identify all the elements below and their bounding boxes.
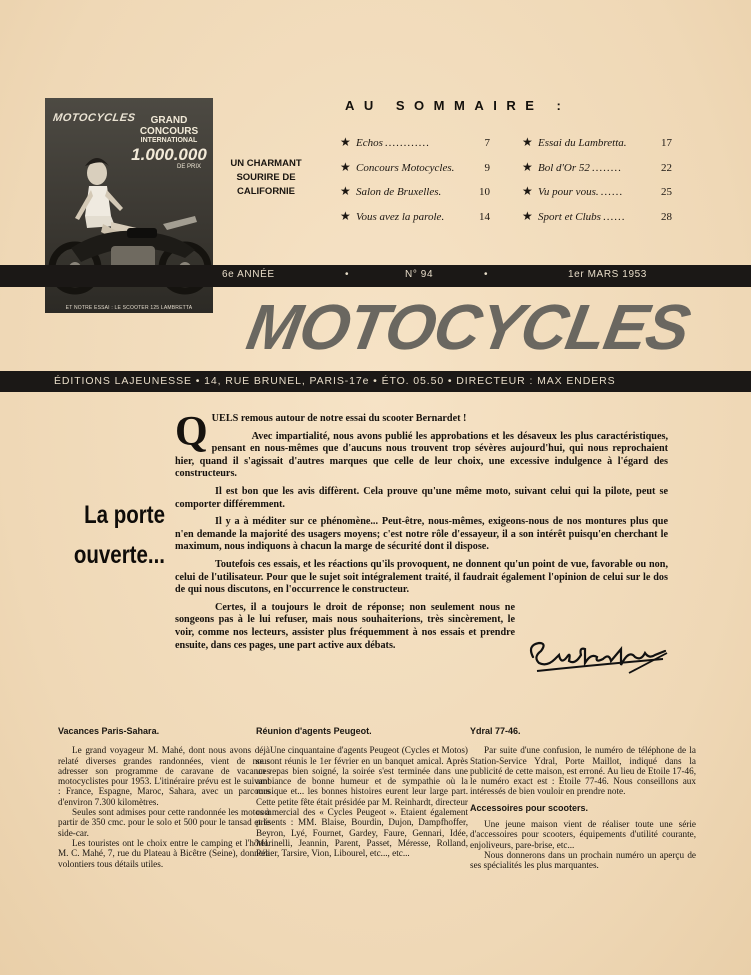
news-paragraph: Une cinquantaine d'agents Peugeot (Cycles et Motos) se sont réunis le 1er février en un banquet amical. Après un repas bien soigné, la soirée s'est terminée dans une ambiance de bonne humeur et de sympathie où la musique et... les bonnes histoires eurent leur large part. Cette petite fête était présidée par M. Reinhardt, directeur commercial des « Cycles Peugeot ». Etaient également présents : MM. Blaise, Bourdin, Dujon, Dampfhoffer, Beyron, Lyé, Fournet, Gardey, Faure, Gennari, Idée, Marinelli, Jeannin, Parent, Passet, Méresse, Rolland, Pélier, Tarsire, Vion, Libourel, etc..., etc... — [256, 745, 468, 859]
sommaire-item-label: Echos — [356, 137, 383, 149]
news-title: Ydral 77-46. — [470, 726, 521, 736]
news-paragraph: Seules sont admises pour cette randonnée les motos à partir de 350 cmc. pour le solo et 500 pour le tansad et le side-car. — [58, 807, 270, 838]
sommaire-item[interactable] — [340, 209, 490, 234]
bullet-icon: • — [484, 269, 489, 280]
star-icon: ★ — [522, 159, 533, 174]
editorial-body — [175, 409, 668, 657]
news-paragraph: Les touristes ont le choix entre le camping et l'hôtel. M. C. Mahé, 7, rue du Plateau à Bicêtre (Seine), donnera volontiers tous détails utiles. — [58, 837, 270, 869]
cover-contest-banner — [131, 116, 207, 170]
cover-caption: UN CHARMANT SOURIRE DE CALIFORNIE — [230, 158, 302, 197]
news-paragraph: Une jeune maison vient de réaliser toute une série d'accessoires pour scooters, équipements d'utilité courante, enjoliveurs, pare-brise, etc... — [470, 819, 696, 850]
sommaire-item-label: Sport et Clubs — [538, 210, 601, 223]
sommaire-item[interactable] — [522, 209, 672, 234]
sommaire-item-label: Bol d'Or 52 — [538, 161, 590, 174]
sommaire-item-label: Vous avez la parole. — [356, 210, 445, 223]
bullet-icon: • — [345, 269, 350, 280]
sommaire-item-page: 17 — [661, 137, 672, 149]
sommaire-item[interactable] — [522, 135, 672, 160]
star-icon: ★ — [522, 184, 533, 198]
issue-date: 1er MARS 1953 — [568, 269, 647, 280]
sommaire-item-page: 22 — [661, 161, 672, 174]
sommaire-title: AU SOMMAIRE : — [345, 98, 571, 113]
masthead-logo: MOTOCYCLES — [241, 291, 695, 363]
headline-line: ouverte... — [73, 541, 165, 569]
cover-contest-grand: GRAND — [150, 115, 188, 126]
sommaire-item-dots: ...... — [602, 210, 626, 223]
sommaire-item[interactable] — [522, 184, 672, 209]
news-column-2 — [256, 726, 468, 859]
news-paragraph: Nous donnerons dans un prochain numéro un aperçu de ses spécialités les plus marquantes. — [470, 849, 696, 871]
sommaire-item-page: 25 — [661, 186, 672, 198]
drop-cap: Q — [175, 409, 208, 455]
sommaire-item-page: 7 — [484, 137, 490, 149]
sommaire-item-dots: ........ — [591, 161, 622, 174]
signature-image — [525, 635, 670, 685]
editorial-lead: UELS remous autour de notre essai du scooter Bernardet ! — [211, 413, 467, 424]
issue-bar — [0, 265, 751, 287]
star-icon: ★ — [340, 184, 351, 198]
star-icon: ★ — [522, 135, 533, 149]
star-icon: ★ — [340, 208, 351, 223]
publisher-info: ÉDITIONS LAJEUNESSE • 14, RUE BRUNEL, PARIS-17e • ÉTO. 05.50 • DIRECTEUR : MAX ENDERS — [54, 375, 616, 387]
sommaire-item-label: Concours Motocycles. — [356, 161, 455, 174]
editorial-paragraph: Avec impartialité, nous avons publié les approbations et les désaveux les plus caractéristiques, pensant en nous-mêmes que d'aucuns nous trouvent trop sévères aujourd'hui, qui nous reprochaient hier, quand il s'agissait d'autres marques que celle de leur choix, une excessive indulgence à l'égard des constructeurs. — [175, 430, 668, 480]
news-title: Réunion d'agents Peugeot. — [256, 726, 372, 736]
news-paragraph: Par suite d'une confusion, le numéro de téléphone de la Station-Service Ydral, Porte Maillot, indiqué dans la publicité de cette maison, est erroné. Au lieu de Etoile 17-46, le numéro exact est : Etoile 77-46. Nous conseillons aux intéressés de bien vouloir en prendre note. — [470, 745, 696, 797]
headline-line: La porte — [84, 501, 165, 529]
editorial-paragraph: Il y a à méditer sur ce phénomène... Peut-être, nous-mêmes, exigeons-nous de nos montures plus que n'en demande la majorité des usagers moyens; c'est notre rôle d'essayeur, il a son intérêt puisqu'en cherchant le maximum, nous indiquons à chacun la marge de sécurité dont il dispose. — [175, 516, 668, 553]
cover-brand: MOTOCYCLES — [52, 112, 137, 124]
star-icon: ★ — [340, 159, 351, 174]
news-paragraph: Le grand voyageur M. Mahé, dont nous avons déjà relaté diverses grandes randonnées, vient de nous adresser son programme de caravane de vacances motocyclistes pour 1953. L'itinéraire prévu est le suivant : France, Espagne, Maroc, Sahara, avec un parcours d'environ 7.300 kilomètres. — [58, 745, 270, 807]
editorial-paragraph: Certes, il a toujours le droit de réponse; non seulement nous ne songeons pas à le lui refuser, mais nous souhaiterions, très sincèrement, le voir, comme nos lecteurs, assister plus fréquemment à nos essais et prendre ensuite, dans ces pages, une part active aux débats. — [175, 601, 515, 651]
sommaire-item-page: 28 — [661, 210, 672, 223]
publisher-bar — [0, 371, 751, 392]
sommaire-list-right — [522, 135, 672, 233]
cover-contest-international: INTERNATIONAL — [140, 137, 198, 144]
sommaire-item-label: Vu pour vous. — [538, 186, 599, 198]
issue-number: N° 94 — [405, 269, 434, 280]
cover-contest-prix: DE PRIX — [176, 164, 201, 171]
news-column-1 — [58, 726, 270, 869]
news-column-3 — [470, 726, 696, 871]
sommaire-item[interactable] — [522, 160, 672, 185]
star-icon: ★ — [340, 135, 351, 149]
editorial-paragraph: Il est bon que les avis diffèrent. Cela prouve qu'une même moto, suivant celui qui la pilote, peut se comporter différemment. — [175, 485, 668, 510]
cover-contest-amount: 1.000.000 — [131, 145, 207, 165]
sommaire-item-dots: ...... — [600, 186, 624, 198]
sommaire-list-left — [340, 135, 490, 233]
sommaire-item-label: Essai du Lambretta. — [538, 137, 627, 149]
cover-footer: ET NOTRE ESSAI : LE SCOOTER 125 LAMBRETTA — [65, 305, 193, 311]
sommaire-item-page: 10 — [479, 186, 490, 198]
sommaire-item[interactable] — [340, 160, 490, 185]
star-icon: ★ — [522, 208, 533, 223]
news-title: Vacances Paris-Sahara. — [58, 726, 160, 736]
sommaire-item[interactable] — [340, 135, 490, 160]
news-title: Accessoires pour scooters. — [470, 802, 589, 813]
editorial-headline — [63, 495, 166, 575]
issue-year: 6e ANNÉE — [222, 269, 275, 280]
sommaire-item[interactable] — [340, 184, 490, 209]
editorial-paragraph: Toutefois ces essais, et les réactions qu'ils provoquent, ne donnent qu'un point de vue, favorable ou non, celui de l'utilisateur. Pour que le sujet soit intégralement traité, il faudrait également l'opinion de celui sur le dos de qui nous discutons, en l'occurrence le constructeur. — [175, 558, 668, 596]
sommaire-item-label: Salon de Bruxelles. — [356, 186, 442, 198]
cover-contest-concours: CONCOURS — [139, 125, 199, 137]
sommaire-item-page: 14 — [479, 210, 490, 223]
sommaire-item-page: 9 — [484, 161, 490, 174]
sommaire-item-dots: ............ — [384, 137, 430, 149]
